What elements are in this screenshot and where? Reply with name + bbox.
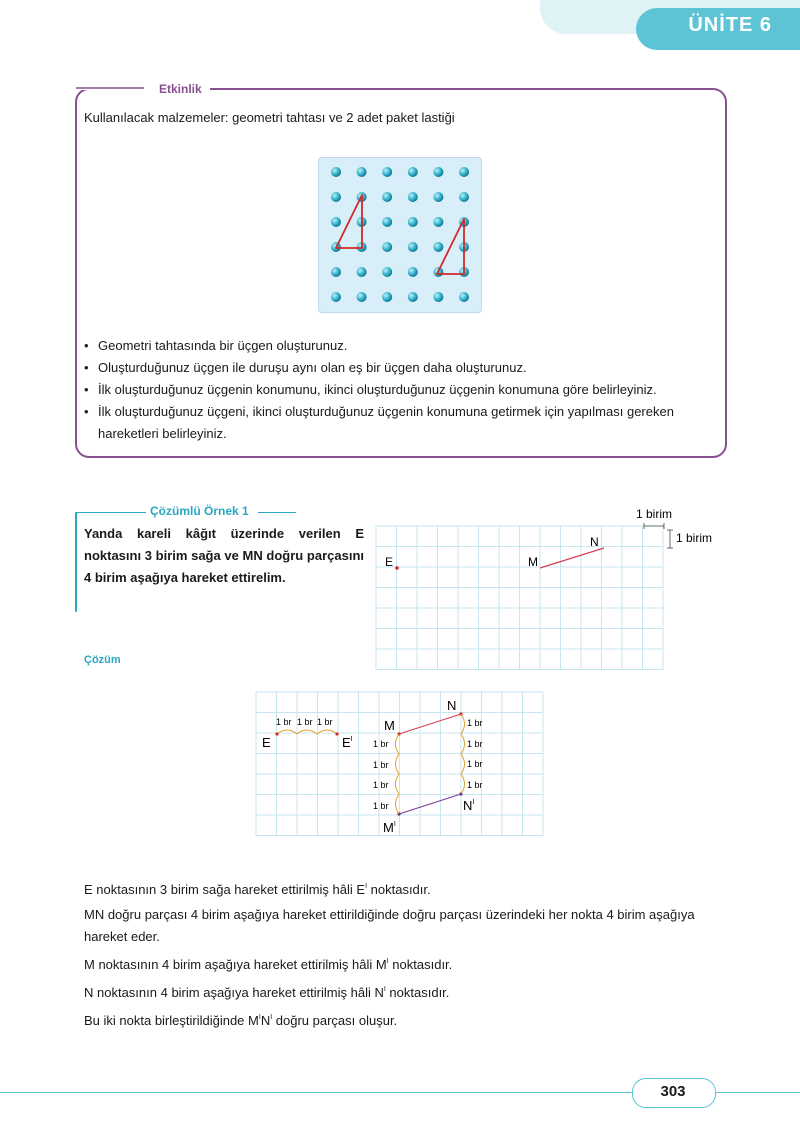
label-M-prime: $M^I$	[383, 820, 396, 835]
activity-heading-rule	[76, 86, 146, 90]
materials-text: Kullanılacak malzemeler: geometri tahtası ve 2 adet paket lastiği	[84, 110, 455, 125]
label-M: M	[384, 718, 395, 733]
example-problem-text: Yanda kareli kâğıt üzerinde verilen E noktasını 3 birim sağa ve MN doğru parçasını 4 birim aşağıya hareket ettirelim.	[84, 526, 364, 585]
geoboard-peg	[459, 167, 469, 177]
geoboard-peg	[382, 267, 392, 277]
br-label: 1 br	[317, 717, 333, 727]
geoboard-peg	[433, 167, 443, 177]
geoboard-peg	[331, 217, 341, 227]
label-M: M	[528, 555, 538, 569]
unit-v-label: 1 birim	[676, 531, 713, 545]
geoboard-peg	[408, 192, 418, 202]
instruction-item: • Geometri tahtasında bir üçgen oluşturunuz.	[84, 335, 724, 357]
br-label: 1 br	[467, 780, 483, 790]
example-heading-rule-right	[258, 512, 296, 513]
instruction-item: • İlk oluşturduğunuz üçgenin konumunu, ikinci oluşturduğunuz üçgenin konumuna göre belirleyiniz.	[84, 379, 724, 401]
example-title: Çözümlü Örnek 1	[150, 504, 249, 518]
geoboard-peg	[408, 217, 418, 227]
instruction-item: • İlk oluşturduğunuz üçgeni, ikinci oluşturduğunuz üçgenin konumuna getirmek için yapılması gereken hareketleri belirleyiniz.	[84, 401, 724, 445]
geoboard-peg	[459, 292, 469, 302]
solution-paragraph: E noktasının 3 birim sağa hareket ettirilmiş hâli $E^I$ noktasıdır.	[84, 882, 431, 897]
solution-paragraph: M noktasının 4 birim aşağıya hareket ettirilmiş hâli $M^I$ noktasıdır.	[84, 957, 453, 972]
br-label: 1 br	[467, 718, 483, 728]
point-E	[395, 566, 399, 570]
label-E: E	[262, 735, 271, 750]
label-N: N	[447, 698, 457, 713]
point-E-prime	[335, 732, 338, 735]
geoboard-peg	[382, 217, 392, 227]
br-label: 1 br	[467, 739, 483, 749]
geoboard-peg	[408, 292, 418, 302]
solution-paragraph: Bu iki nokta birleştirildiğinde $M^IN^I$ doğru parçası oluşur.	[84, 1013, 398, 1028]
geoboard-peg	[382, 242, 392, 252]
segment-MN	[540, 548, 604, 568]
geoboard-pegs	[319, 158, 481, 312]
unit-label: ÜNİTE 6	[688, 14, 772, 36]
segment-MN	[399, 714, 461, 734]
br-label: 1 br	[467, 759, 483, 769]
geoboard-peg	[382, 192, 392, 202]
geoboard-peg	[433, 242, 443, 252]
geoboard-peg	[408, 267, 418, 277]
geoboard-peg	[331, 267, 341, 277]
geoboard-peg	[357, 292, 367, 302]
geoboard-peg	[382, 167, 392, 177]
solution-grid-figure	[256, 692, 546, 842]
activity-heading	[145, 80, 210, 98]
solution-paragraph: N noktasının 4 birim aşağıya hareket ettirilmiş hâli $N^I$ noktasıdır.	[84, 985, 450, 1000]
br-label: 1 br	[373, 739, 389, 749]
unit-h-label: 1 birim	[636, 507, 673, 521]
label-E-prime: $E^I$	[342, 735, 353, 750]
solution-explanation	[84, 876, 720, 1035]
segment-M-prime-N-prime	[399, 794, 461, 814]
br-label: 1 br	[373, 760, 389, 770]
solution-paragraph: MN doğru parçası 4 birim aşağıya hareket ettirildiğinde doğru parçası üzerindeki her nokta 4 birim aşağıya hareket eder.	[84, 907, 695, 944]
label-N-prime: $N^I$	[463, 798, 475, 813]
geoboard-peg	[357, 167, 367, 177]
solution-title: Çözüm	[84, 654, 121, 666]
geoboard-peg	[433, 217, 443, 227]
example-grid	[376, 526, 663, 670]
example-grid-figure	[376, 500, 713, 672]
activity-instructions	[84, 335, 724, 445]
activity-title: Etkinlik	[159, 82, 202, 96]
geoboard-peg	[433, 292, 443, 302]
geoboard-peg	[433, 192, 443, 202]
label-E: E	[385, 555, 394, 569]
geoboard	[318, 157, 482, 313]
geoboard-peg	[408, 242, 418, 252]
example-heading-rule-left	[76, 512, 146, 513]
point-E	[275, 732, 278, 735]
br-label: 1 br	[297, 717, 313, 727]
instruction-item: • Oluşturduğunuz üçgen ile duruşu aynı olan eş bir üçgen daha oluşturunuz.	[84, 357, 724, 379]
geoboard-peg	[331, 167, 341, 177]
geoboard-peg	[408, 167, 418, 177]
br-label: 1 br	[373, 801, 389, 811]
example-side-bar	[75, 512, 77, 612]
geoboard-peg	[357, 267, 367, 277]
label-N: N	[590, 535, 599, 549]
geoboard-peg	[331, 192, 341, 202]
page-number: 303	[660, 1083, 686, 1100]
br-label: 1 br	[373, 780, 389, 790]
br-label: 1 br	[276, 717, 292, 727]
geoboard-peg	[382, 292, 392, 302]
geoboard-peg	[331, 292, 341, 302]
geoboard-peg	[459, 192, 469, 202]
